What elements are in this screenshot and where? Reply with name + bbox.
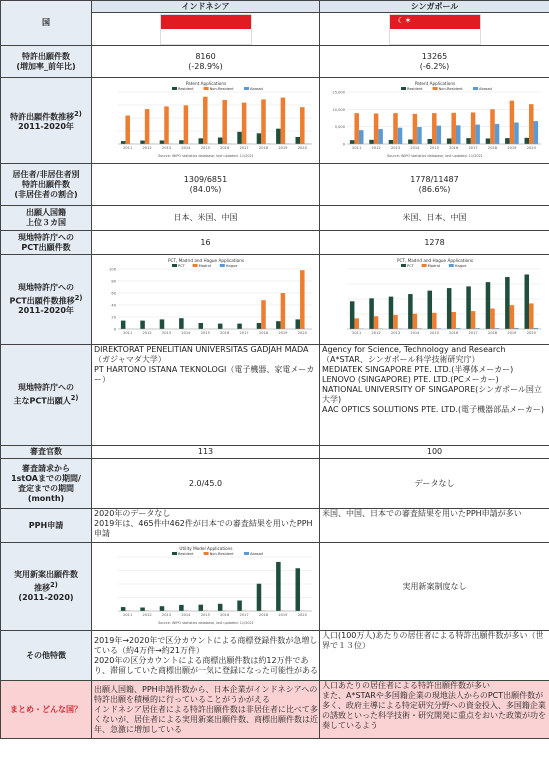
- row-label-summary: まとめ・どんな国？: [1, 681, 92, 739]
- bar: [393, 113, 398, 144]
- bar: [280, 98, 285, 144]
- bar: [393, 315, 398, 329]
- bar: [455, 125, 460, 144]
- legend-swatch: [244, 552, 249, 555]
- bar: [120, 607, 125, 611]
- bar: [140, 608, 145, 611]
- flag-singapore-cell: [320, 13, 549, 46]
- bar: [397, 128, 402, 144]
- legend-swatch: [172, 87, 177, 90]
- x-tick-label: 2013: [161, 613, 171, 617]
- chart-title: Patent Applications: [185, 81, 226, 86]
- singapore-flag: ☾✶: [389, 14, 481, 45]
- bar: [408, 139, 413, 144]
- legend-swatch: [192, 264, 197, 267]
- bar: [349, 140, 354, 144]
- x-tick-label: 2015: [200, 331, 210, 335]
- bar: [485, 282, 490, 329]
- other-line: 2019年→2020年で区分カウントによる商標登録件数が急増している（約4万件→約21万件）: [94, 635, 318, 655]
- bar: [280, 293, 285, 329]
- legend-label: Madrid: [198, 264, 211, 268]
- summary-line: 人口あたりの居住者による特許出願件数が多い: [322, 681, 490, 690]
- bar: [179, 140, 184, 144]
- bar: [198, 323, 203, 329]
- x-tick-label: 2012: [142, 613, 152, 617]
- bar: [222, 100, 227, 144]
- chart-source: Source: WIPO statistics database, last updated: 11/2021: [386, 154, 483, 158]
- bar: [466, 138, 471, 144]
- x-tick-label: 2014: [409, 331, 419, 335]
- legend-label: Non-Resident: [209, 87, 234, 91]
- chart-title: Utility Model Applications: [178, 546, 233, 551]
- bar: [276, 129, 281, 144]
- chart-source: Source: WIPO statistics database, last updated: 11/2021: [157, 154, 254, 158]
- bar: [373, 113, 378, 144]
- bar: [144, 109, 149, 144]
- bar: [369, 298, 374, 329]
- legend-swatch: [203, 552, 208, 555]
- y-tick-label: 40: [110, 303, 116, 308]
- summary-line: インドネシア居住者による特許出願件数は非居住者に比べて多くないが、居住者による実用新案出願件数、商標出願件数は近年、急激に増加している: [94, 704, 318, 734]
- legend-label: Resident: [406, 87, 423, 91]
- x-tick-label: 2017: [468, 146, 478, 150]
- bar: [533, 121, 538, 144]
- x-tick-label: 2015: [200, 613, 210, 617]
- bar: [417, 127, 422, 144]
- singapore-pct-chart: [325, 255, 545, 341]
- bar: [300, 270, 305, 329]
- row-label-pph: PPH申請: [1, 509, 92, 543]
- bar: [261, 99, 266, 144]
- x-tick-label: 2019: [506, 331, 516, 335]
- x-tick-label: 2017: [239, 613, 249, 617]
- legend-swatch: [172, 264, 177, 267]
- bar: [369, 140, 374, 144]
- legend-label: Abroad: [249, 87, 263, 91]
- singapore-resident: 1778/11487 (86.6%): [320, 164, 549, 206]
- singapore-pendency: データなし: [320, 459, 549, 509]
- x-tick-label: 2011: [351, 331, 361, 335]
- x-tick-label: 2016: [219, 331, 229, 335]
- chart-title: PCT, Madrid and Hague Applications: [167, 258, 244, 263]
- bar: [494, 124, 499, 144]
- bar: [276, 562, 281, 611]
- x-tick-label: 2014: [180, 331, 190, 335]
- chart-source: Source: WIPO statistics database, last updated: 11/2021: [157, 621, 254, 625]
- bar: [436, 126, 441, 144]
- indonesia-flag: [160, 14, 252, 45]
- bar: [446, 288, 451, 329]
- summary-line: また、A*STARや多国籍企業の現地法人からのPCT出願件数が多く、政府主導による特定研究分野への資金投入、多国籍企業の誘致といった科学技術・研究開発に重点をおいた政策が功を奏しているよう: [322, 691, 546, 730]
- x-tick-label: 2018: [487, 331, 497, 335]
- legend-label: Non-Resident: [438, 87, 463, 91]
- x-tick-label: 2011: [351, 146, 361, 150]
- indonesia-patent-chart-cell: [92, 78, 320, 164]
- chart-title: PCT, Madrid and Hague Applications: [396, 258, 473, 263]
- x-tick-label: 2015: [200, 146, 210, 150]
- x-tick-label: 2019: [277, 146, 287, 150]
- indonesia-pct-applicants: [92, 345, 320, 446]
- legend-label: Hague: [225, 264, 237, 268]
- row-label-patent-count: 特許出願件数 (増加率_前年比): [1, 46, 92, 78]
- bar: [241, 103, 246, 144]
- legend-swatch: [473, 87, 478, 90]
- bar: [276, 321, 281, 329]
- row-label-resident: 居住者/非居住者別 特許出願件数 (非居住者の割合): [1, 164, 92, 206]
- indonesia-pct-count: 16: [92, 231, 320, 255]
- y-tick-label: 60: [110, 291, 116, 296]
- y-tick-label: 0: [113, 327, 116, 332]
- singapore-pct-applicants: [320, 345, 549, 446]
- bar: [159, 140, 164, 144]
- bar: [179, 605, 184, 611]
- row-label-pct-count: 現地特許庁への PCT出願件数: [1, 231, 92, 255]
- bar: [179, 318, 184, 329]
- y-tick-label: 80: [110, 279, 116, 284]
- bar: [159, 319, 164, 329]
- indonesia-pct-chart: [96, 255, 316, 341]
- indonesia-patent-chart: [96, 78, 316, 160]
- bar: [412, 314, 417, 329]
- bar: [509, 101, 514, 144]
- header-country: 国: [1, 1, 92, 46]
- legend-swatch: [219, 264, 224, 267]
- bar: [217, 324, 222, 329]
- bar: [183, 105, 188, 144]
- bar: [432, 113, 437, 144]
- list-item: PT HARTONO ISTANA TEKNOLOGI（電子機器、家電メーカー）: [94, 365, 315, 384]
- legend-swatch: [203, 87, 208, 90]
- legend-label: Resident: [177, 552, 194, 556]
- bar: [198, 605, 203, 611]
- header-singapore: シンガポール: [320, 1, 549, 13]
- y-tick-label: 5,000: [334, 125, 345, 130]
- x-tick-label: 2017: [239, 146, 249, 150]
- bar: [427, 139, 432, 144]
- bar: [164, 106, 169, 144]
- legend-label: Non-Resident: [209, 552, 234, 556]
- legend-swatch: [244, 87, 249, 90]
- x-tick-label: 2019: [277, 613, 287, 617]
- bar: [256, 133, 261, 144]
- x-tick-label: 2015: [429, 146, 439, 150]
- legend-swatch: [172, 552, 177, 555]
- bar: [300, 107, 305, 144]
- x-tick-label: 2013: [390, 146, 400, 150]
- summary-line: 出願人国籍、PPH申請件数から、日本企業がインドネシアへの特許出願を積極的に行っていることがうかがえる: [94, 684, 318, 704]
- bar: [470, 311, 475, 329]
- bar: [373, 316, 378, 329]
- bar: [432, 313, 437, 329]
- row-label-pct-applicants: 現地特許庁への 主なPCT出願人$^{2)}$: [1, 345, 92, 446]
- row-label-other: その他特徴: [1, 631, 92, 681]
- x-tick-label: 2014: [409, 146, 419, 150]
- singapore-examiners: 100: [320, 446, 549, 459]
- x-tick-label: 2019: [506, 146, 516, 150]
- x-tick-label: 2013: [161, 331, 171, 335]
- bar: [198, 138, 203, 144]
- x-tick-label: 2020: [526, 146, 536, 150]
- x-tick-label: 2016: [219, 613, 229, 617]
- bar: [529, 303, 534, 329]
- bar: [120, 321, 125, 329]
- bar: [217, 604, 222, 611]
- bar: [237, 601, 242, 611]
- x-tick-label: 2012: [371, 331, 381, 335]
- bar: [505, 277, 510, 329]
- bar: [256, 584, 261, 611]
- singapore-patent-chart: [325, 78, 545, 160]
- bar: [354, 113, 359, 144]
- singapore-other: 人口(100万人)あたりの居住者による特許出願件数が多い（世界で１３位）: [320, 631, 549, 681]
- legend-swatch: [401, 264, 406, 267]
- x-tick-label: 2011: [122, 613, 132, 617]
- indonesia-patent-count: 8160 (-28.9%): [92, 46, 320, 78]
- pph-line: 2020年のデータなし: [94, 509, 171, 518]
- bar: [237, 132, 242, 144]
- indonesia-resident: 1309/6851 (84.0%): [92, 164, 320, 206]
- bar: [378, 129, 383, 144]
- x-tick-label: 2018: [258, 613, 268, 617]
- chart-title: Patent Applications: [414, 81, 455, 86]
- list-item: Agency for Science, Technology and Research（A*STAR、シンガポール科学技術研究庁）: [322, 345, 506, 364]
- bar: [295, 137, 300, 144]
- bar: [514, 123, 519, 144]
- x-tick-label: 2012: [371, 146, 381, 150]
- bar: [388, 297, 393, 329]
- legend-label: Abroad: [249, 552, 263, 556]
- bar: [295, 568, 300, 611]
- bar: [354, 318, 359, 329]
- x-tick-label: 2013: [161, 146, 171, 150]
- bar: [490, 109, 495, 144]
- x-tick-label: 2014: [180, 146, 190, 150]
- x-tick-label: 2020: [526, 331, 536, 335]
- x-tick-label: 2012: [142, 146, 152, 150]
- bar: [140, 321, 145, 329]
- bar: [412, 114, 417, 144]
- x-tick-label: 2020: [297, 146, 307, 150]
- row-label-pct-trend: 現地特許庁への PCT出願件数推移$^{2)}$ 2011-2020年: [1, 255, 92, 345]
- indonesia-utility-chart-cell: [92, 543, 320, 631]
- bar: [140, 141, 145, 144]
- indonesia-examiners: 113: [92, 446, 320, 459]
- x-tick-label: 2016: [448, 331, 458, 335]
- other-line: 2020年の区分カウントによる商標出願件数は約12万件であり、滞留していた商標出願が一気に登録になった可能性がある: [94, 655, 318, 675]
- bar: [451, 113, 456, 144]
- legend-swatch: [432, 87, 437, 90]
- x-tick-label: 2016: [219, 146, 229, 150]
- bar: [358, 130, 363, 144]
- list-item: MEDIATEK SINGAPORE PTE. LTD.(半導体メーカー): [322, 365, 514, 374]
- bar: [203, 97, 208, 144]
- singapore-utility: 実用新案制度なし: [320, 543, 549, 631]
- legend-label: PCT: [177, 264, 185, 268]
- x-tick-label: 2017: [239, 331, 249, 335]
- legend-swatch: [401, 87, 406, 90]
- row-label-top-countries: 出願人国籍 上位３カ国: [1, 206, 92, 231]
- row-label-examiners: 審査官数: [1, 446, 92, 459]
- list-item: DIREKTORAT PENELITIAN UNIVERSITAS GADJAH MADA（ガジャマダ大学）: [94, 345, 309, 364]
- flag-indonesia-cell: [92, 13, 320, 46]
- row-label-utility: 実用新案出願件数 推移$^{2)}$ (2011-2020): [1, 543, 92, 631]
- y-tick-label: 20: [110, 315, 116, 320]
- legend-label: Resident: [177, 87, 194, 91]
- bar: [256, 323, 261, 329]
- legend-swatch: [448, 264, 453, 267]
- bar: [237, 324, 242, 329]
- bar: [529, 104, 534, 144]
- singapore-patent-chart-cell: [320, 78, 549, 164]
- x-tick-label: 2015: [429, 331, 439, 335]
- x-tick-label: 2020: [297, 613, 307, 617]
- x-tick-label: 2020: [297, 331, 307, 335]
- list-item: LENOVO (SINGAPORE) PTE. LTD.(PCメーカー): [322, 375, 499, 384]
- indonesia-summary: [92, 681, 320, 739]
- indonesia-pct-chart-cell: [92, 255, 320, 345]
- bar: [485, 138, 490, 144]
- y-tick-label: 15,000: [331, 90, 345, 95]
- legend-swatch: [421, 264, 426, 267]
- legend-label: Madrid: [427, 264, 440, 268]
- singapore-pph: 米国、中国、日本での審査結果を用いたPPH申請が多い: [320, 509, 549, 543]
- list-item: NATIONAL UNIVERSITY OF SINGAPORE(シンガポール国立大学): [322, 385, 542, 404]
- singapore-summary: [320, 681, 549, 739]
- bar: [120, 141, 125, 144]
- bar: [159, 606, 164, 611]
- bar: [524, 274, 529, 329]
- indonesia-other: [92, 631, 320, 681]
- x-tick-label: 2016: [448, 146, 458, 150]
- bar: [446, 138, 451, 144]
- pph-line: 2019年は、465件中462件が日本での審査結果を用いたPPH申請: [94, 519, 313, 538]
- header-indonesia: インドネシア: [92, 1, 320, 13]
- legend-label: Abroad: [478, 87, 492, 91]
- singapore-patent-count: 13265 (-6.2%): [320, 46, 549, 78]
- singapore-pct-count: 1278: [320, 231, 549, 255]
- x-tick-label: 2011: [122, 146, 132, 150]
- bar: [524, 138, 529, 144]
- bar: [509, 305, 514, 329]
- bar: [408, 294, 413, 329]
- bar: [261, 300, 266, 329]
- x-tick-label: 2011: [122, 331, 132, 335]
- indonesia-pph: [92, 509, 320, 543]
- x-tick-label: 2018: [258, 146, 268, 150]
- y-tick-label: 10,000: [331, 107, 345, 112]
- x-tick-label: 2013: [390, 331, 400, 335]
- bar: [295, 319, 300, 329]
- y-tick-label: 0: [342, 142, 345, 147]
- bar: [490, 309, 495, 329]
- x-tick-label: 2019: [277, 331, 287, 335]
- legend-label: Hague: [454, 264, 466, 268]
- x-tick-label: 2018: [487, 146, 497, 150]
- x-tick-label: 2017: [468, 331, 478, 335]
- bar: [451, 312, 456, 329]
- row-label-pendency: 審査請求から 1stOAまでの期間/ 査定までの期間 (month): [1, 459, 92, 509]
- singapore-pct-chart-cell: [320, 255, 549, 345]
- bar: [470, 112, 475, 144]
- indonesia-pendency: 2.0/45.0: [92, 459, 320, 509]
- list-item: AAC OPTICS SOLUTIONS PTE. LTD.(電子機器部品メーカー): [322, 405, 545, 414]
- bar: [466, 286, 471, 329]
- bar: [125, 116, 130, 144]
- row-label-patent-trend: 特許出願件数推移$^{2)}$ 2011-2020年: [1, 78, 92, 164]
- x-tick-label: 2012: [142, 331, 152, 335]
- indonesia-utility-chart: [96, 543, 316, 627]
- y-tick-label: 100: [108, 267, 116, 272]
- x-tick-label: 2014: [180, 613, 190, 617]
- bar: [388, 140, 393, 144]
- legend-label: PCT: [406, 264, 414, 268]
- x-tick-label: 2018: [258, 331, 268, 335]
- bar: [217, 138, 222, 145]
- indonesia-top-countries: 日本、米国、中国: [92, 206, 320, 231]
- bar: [505, 138, 510, 144]
- bar: [475, 125, 480, 144]
- bar: [427, 291, 432, 329]
- bar: [349, 301, 354, 329]
- singapore-top-countries: 米国、日本、中国: [320, 206, 549, 231]
